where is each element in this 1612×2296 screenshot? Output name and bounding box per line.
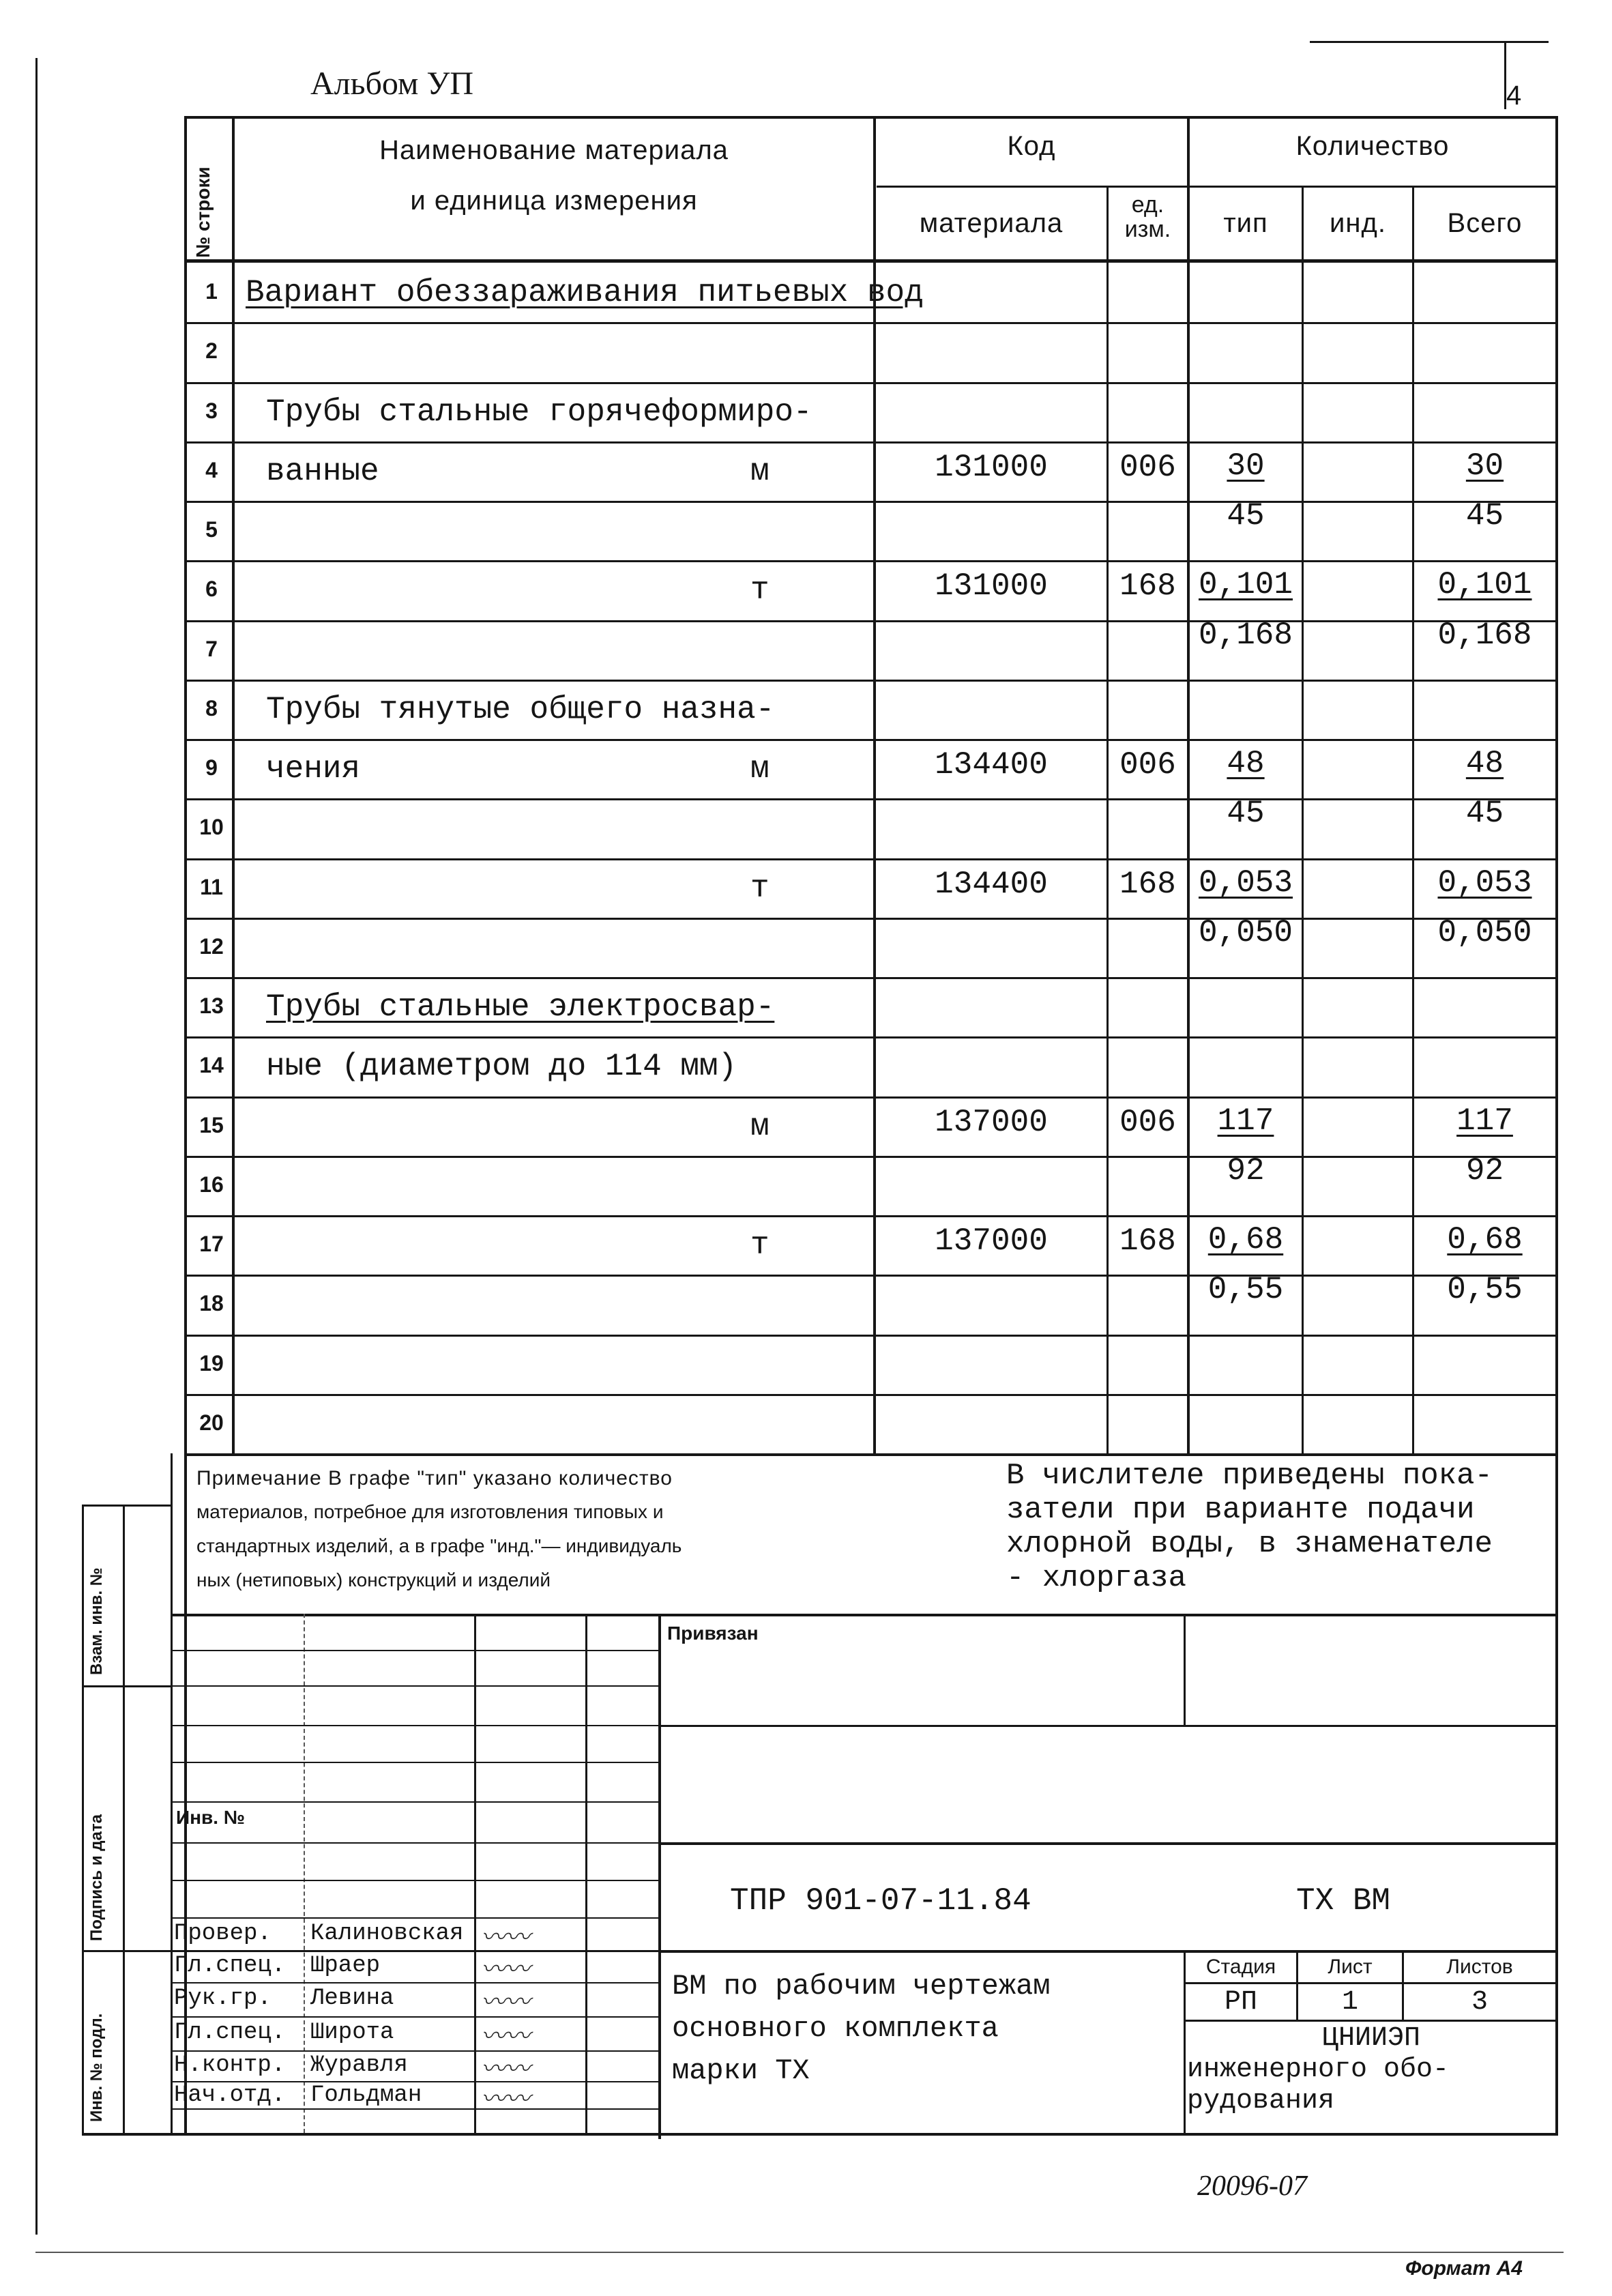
- qty-type: 30: [1227, 448, 1265, 484]
- qty-total: 92: [1465, 1153, 1504, 1189]
- note-left-2: материалов, потребное для изготовления типовых и: [196, 1501, 664, 1522]
- left-margin-line: [35, 58, 38, 2235]
- signature-icon: 〰〰: [481, 2055, 531, 2082]
- org-1: ЦНИИЭП: [1321, 2023, 1421, 2054]
- row-divider: [184, 739, 876, 741]
- material-name: Трубы стальные горячеформиро-: [266, 394, 812, 430]
- signature-icon: 〰〰: [481, 2022, 531, 2050]
- unit-code: 006: [1119, 450, 1176, 485]
- inv-no-label: Инв. №: [176, 1807, 246, 1828]
- row-divider: [876, 739, 1558, 741]
- material-name: ные (диаметром до 114 мм): [266, 1049, 737, 1084]
- signer-name: Журавля: [310, 2052, 408, 2078]
- signer-name: Левина: [310, 1986, 394, 2011]
- row-number-header: № строки: [192, 166, 214, 258]
- row-divider: [876, 858, 1558, 860]
- qty-type: 0,101: [1198, 567, 1293, 602]
- row-number: 15: [199, 1113, 224, 1137]
- unit: т: [750, 572, 770, 608]
- note-right-1: В числителе приведены пока-: [1006, 1459, 1493, 1493]
- row-divider: [876, 1215, 1558, 1217]
- doc-title-3: марки ТХ: [672, 2054, 810, 2087]
- material-name: Вариант обеззараживания питьевых вод: [246, 275, 924, 310]
- signer-role: Провер.: [174, 1921, 272, 1947]
- doc-mark: ТХ ВМ: [1296, 1883, 1391, 1919]
- album-label: Альбом УП: [310, 66, 474, 102]
- row-divider: [184, 620, 876, 622]
- material-code: 134400: [935, 867, 1048, 902]
- unit-code: 168: [1119, 1223, 1176, 1259]
- unit-code: 006: [1119, 747, 1176, 783]
- row-divider: [184, 1275, 876, 1277]
- qty-type: 0,050: [1198, 915, 1293, 950]
- row-divider: [876, 977, 1558, 979]
- doc-title-1: ВМ по рабочим чертежам: [672, 1970, 1051, 2003]
- row-divider: [184, 1394, 876, 1396]
- signature-icon: 〰〰: [481, 1988, 531, 2016]
- qty-total: 0,053: [1437, 865, 1532, 901]
- unit: м: [750, 454, 770, 489]
- note-right-2: затели при варианте подачи: [1006, 1493, 1475, 1527]
- format-label: Формат А4: [1405, 2257, 1523, 2280]
- qty-total: 45: [1465, 498, 1504, 534]
- signer-name: Широта: [310, 2020, 394, 2046]
- qty-type: 117: [1217, 1103, 1274, 1139]
- qty-total: 30: [1465, 448, 1504, 484]
- unit: м: [750, 1109, 770, 1144]
- row-number: 12: [199, 934, 224, 959]
- unit: т: [750, 1227, 770, 1263]
- bottom-rule: [35, 2252, 1564, 2253]
- row-divider: [184, 1453, 876, 1455]
- doc-title: [672, 1965, 1051, 2092]
- sheets-label: Листов: [1446, 1956, 1513, 1978]
- qty-total-header: Всего: [1447, 208, 1523, 238]
- row-number: 14: [199, 1053, 224, 1077]
- row-divider: [184, 858, 876, 860]
- row-divider: [184, 798, 876, 800]
- row-divider: [184, 680, 876, 682]
- org-3: рудования: [1187, 2086, 1335, 2117]
- row-divider: [184, 322, 876, 324]
- note-right: [1006, 1459, 1493, 1595]
- note-left-4: ных (нетиповых) конструкций и изделий: [196, 1569, 551, 1590]
- qty-total: 117: [1456, 1103, 1513, 1139]
- signer-name: Гольдман: [310, 2082, 422, 2108]
- material-code: 137000: [935, 1105, 1048, 1140]
- qty-type: 92: [1227, 1153, 1265, 1189]
- row-number: 19: [199, 1351, 224, 1376]
- note-left-1: Примечание В графе "тип" указано количество: [196, 1467, 673, 1490]
- sheet-value: 1: [1341, 1987, 1358, 2018]
- row-number: 20: [199, 1410, 224, 1435]
- signature-icon: 〰〰: [481, 2085, 531, 2112]
- quantity-header: Количество: [1295, 131, 1450, 161]
- qty-type: 0,168: [1198, 617, 1293, 653]
- qty-type-header: тип: [1223, 208, 1268, 238]
- qty-total: 0,050: [1437, 915, 1532, 950]
- qty-total: 45: [1465, 796, 1504, 831]
- doc-code: ТПР 901-07-11.84: [730, 1883, 1031, 1919]
- material-name: Трубы тянутые общего назна-: [266, 692, 775, 727]
- row-number: 10: [199, 815, 224, 839]
- row-number: 4: [205, 458, 218, 482]
- row-number: 16: [199, 1172, 224, 1197]
- qty-total: 0,55: [1447, 1272, 1523, 1307]
- row-number: 17: [199, 1232, 224, 1256]
- signature-icon: 〰〰: [481, 1956, 531, 1983]
- qty-type: 0,68: [1207, 1222, 1284, 1258]
- org-2: инженерного обо-: [1187, 2054, 1450, 2085]
- page-number-frame: [1504, 41, 1506, 109]
- row-number: 2: [205, 338, 218, 363]
- row-divider: [876, 1335, 1558, 1337]
- qty-type: 45: [1227, 498, 1265, 534]
- row-divider: [876, 1394, 1558, 1396]
- row-divider: [184, 1036, 876, 1038]
- row-divider: [184, 441, 876, 444]
- privyazan-label: Привязан: [667, 1623, 759, 1644]
- row-number: 1: [205, 279, 218, 304]
- material-code: 131000: [935, 568, 1048, 604]
- row-divider: [184, 918, 876, 920]
- stage-label: Стадия: [1205, 1956, 1276, 1978]
- material-code: 131000: [935, 450, 1048, 485]
- qty-total: 0,101: [1437, 567, 1532, 602]
- row-number: 18: [199, 1291, 224, 1316]
- row-divider: [876, 1096, 1558, 1099]
- row-divider: [876, 1453, 1558, 1455]
- row-divider: [184, 1215, 876, 1217]
- signer-role: Нач.отд.: [174, 2082, 286, 2108]
- row-divider: [184, 977, 876, 979]
- sheets-value: 3: [1471, 1987, 1488, 2018]
- unit: т: [750, 871, 770, 906]
- qty-type: 48: [1227, 746, 1265, 781]
- row-number: 8: [205, 696, 218, 721]
- code-header: Код: [1007, 131, 1056, 161]
- qty-total: 0,68: [1447, 1222, 1523, 1258]
- material-name-header-2: и единица измерения: [410, 186, 698, 216]
- signer-role: Гл.спец.: [174, 2020, 286, 2046]
- row-number: 6: [205, 577, 218, 601]
- sheet-label: Лист: [1328, 1956, 1373, 1978]
- stage-value: РП: [1224, 1987, 1257, 2018]
- qty-type: 45: [1227, 796, 1265, 831]
- row-divider: [876, 680, 1558, 682]
- row-number: 11: [200, 875, 223, 899]
- row-divider: [184, 1096, 876, 1099]
- doc-title-2: основного комплекта: [672, 2012, 999, 2045]
- material-name-header: Наименование материала: [379, 135, 729, 165]
- row-number: 7: [205, 637, 218, 661]
- row-number: 9: [205, 755, 218, 780]
- qty-type: 0,053: [1198, 865, 1293, 901]
- row-divider: [184, 382, 876, 384]
- side-vzam-inv: Взам. инв. №: [87, 1567, 106, 1675]
- row-divider: [876, 382, 1558, 384]
- signer-role: Рук.гр.: [174, 1986, 272, 2011]
- row-number: 5: [205, 517, 218, 542]
- signer-name: Шраер: [310, 1953, 381, 1979]
- qty-type: 0,55: [1207, 1272, 1284, 1307]
- qty-total: 0,168: [1437, 617, 1532, 653]
- signer-role: Гл.спец.: [174, 1953, 286, 1979]
- unit-code: 168: [1119, 568, 1176, 604]
- signer-name: Калиновская: [310, 1921, 464, 1947]
- side-sign-date: Подпись и дата: [87, 1814, 106, 1941]
- organization: [1187, 2023, 1555, 2117]
- unit: м: [750, 751, 770, 787]
- row-divider: [184, 501, 876, 503]
- material-name: чения: [266, 751, 361, 787]
- material-code: 137000: [935, 1223, 1048, 1259]
- page-number: 4: [1506, 81, 1522, 111]
- row-divider: [184, 560, 876, 562]
- signer-role: Н.контр.: [174, 2052, 286, 2078]
- qty-ind-header: инд.: [1330, 208, 1386, 238]
- row-divider: [876, 560, 1558, 562]
- row-divider: [184, 1156, 876, 1158]
- unit-code: 168: [1119, 867, 1176, 902]
- code-unit-header: ед. изм.: [1124, 192, 1171, 242]
- side-inv-orig: Инв. № подл.: [87, 2013, 106, 2122]
- qty-total: 48: [1465, 746, 1504, 781]
- material-name: ванные: [266, 454, 379, 489]
- note-left-3: стандартных изделий, а в графе "инд."— индивидуаль: [196, 1535, 682, 1556]
- row-divider: [184, 1335, 876, 1337]
- code-material-header: материала: [919, 208, 1064, 238]
- row-divider: [876, 441, 1558, 444]
- material-code: 134400: [935, 747, 1048, 783]
- row-divider: [876, 1036, 1558, 1038]
- unit-code: 006: [1119, 1105, 1176, 1140]
- signature-icon: 〰〰: [481, 1923, 531, 1951]
- handwritten-number: 20096-07: [1197, 2170, 1307, 2202]
- note-right-3: хлорной воды, в знаменателе: [1006, 1527, 1493, 1561]
- row-number: 13: [199, 993, 224, 1018]
- material-name: Трубы стальные электросвар-: [266, 989, 775, 1025]
- row-number: 3: [205, 398, 218, 423]
- note-right-4: - хлоргаза: [1006, 1561, 1187, 1595]
- row-divider: [876, 322, 1558, 324]
- top-rule: [1310, 41, 1549, 43]
